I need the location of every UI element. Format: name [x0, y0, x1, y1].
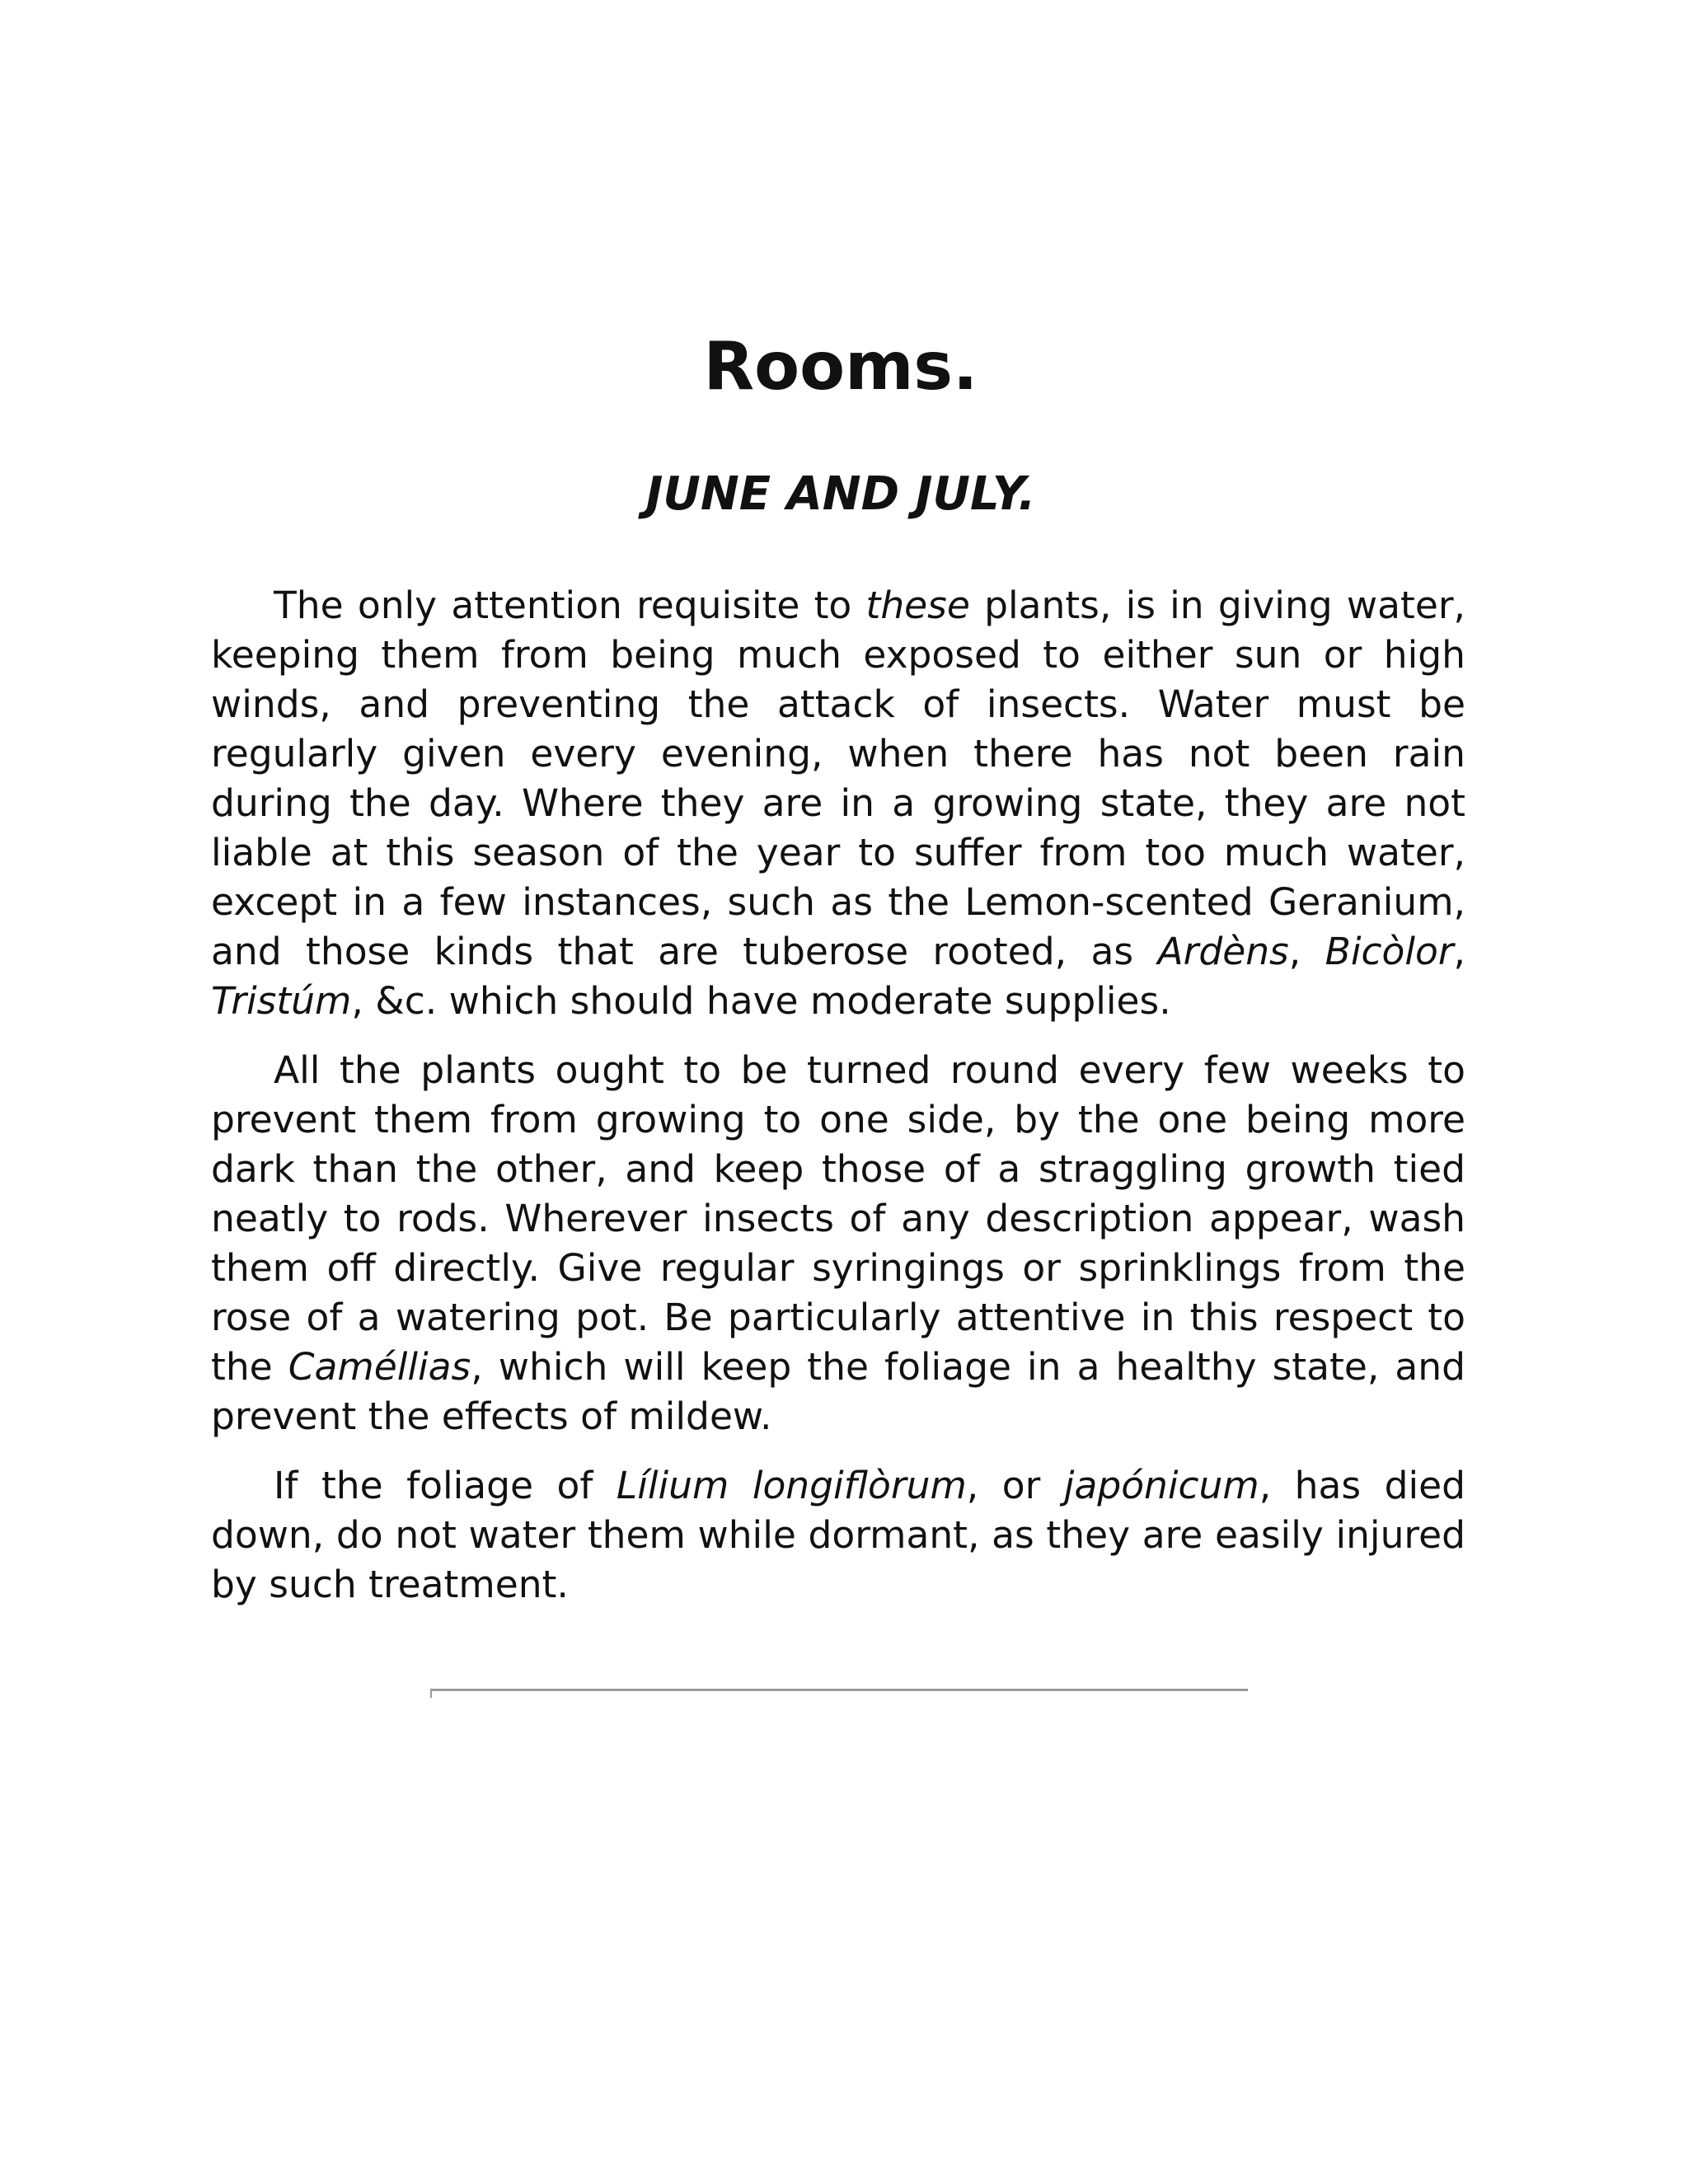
italic-text-span: Tristúm	[211, 979, 352, 1023]
italic-text-span: japónicum	[1063, 1464, 1259, 1507]
text-span: The only attention requisite to	[274, 583, 866, 627]
text-span: , has died down, do not water them while dormant, as they are easily injured by such treatment.	[211, 1464, 1465, 1606]
page-title: Rooms.	[703, 328, 978, 405]
italic-text-span: Caméllias	[288, 1345, 471, 1389]
document-page	[211, 321, 1465, 1629]
italic-text-span: Bicòlor	[1325, 930, 1454, 973]
text-span: ,	[1288, 930, 1325, 973]
section-subtitle: JUNE AND JULY.	[645, 467, 1036, 521]
body-paragraph	[211, 581, 1465, 1026]
text-span: plants, is in giving water, keeping them from being much exposed to either sun or high winds, and preventing the attack of insects. Water must be regularly given every evening, when there has not been rain during the day. Where they are in a growing state, they are not liable at this season of the year to suffer from too much water, except in a few instances, such as the Lemon-scented Geranium, and those kinds that are tuberose rooted, as	[211, 583, 1465, 973]
italic-text-span: these	[865, 583, 970, 627]
body-text	[211, 581, 1465, 1610]
italic-text-span: Ardèns	[1157, 930, 1289, 973]
italic-text-span: Lílium longiflòrum	[616, 1464, 967, 1507]
text-span: , or	[966, 1464, 1064, 1507]
text-span: All the plants ought to be turned round every few weeks to prevent them from growing to one side, by the one being more dark than the other, and keep those of a straggling growth tied neatly to rods. Wherever insects of any description appear, wash them off directly. Give regular syringings or sprinklings from the rose of a watering pot. Be particularly attentive in this respect to the	[211, 1048, 1465, 1389]
text-span: If the foliage of	[274, 1464, 617, 1507]
text-span: ,	[1453, 930, 1465, 973]
body-paragraph	[211, 1046, 1465, 1441]
text-span: , &c. which should have moderate supplies.	[351, 979, 1171, 1023]
body-paragraph	[211, 1461, 1465, 1610]
horizontal-rule	[430, 1689, 1248, 1691]
text-span: , which will keep the foliage in a healthy state, and prevent the effects of mildew.	[211, 1345, 1465, 1438]
